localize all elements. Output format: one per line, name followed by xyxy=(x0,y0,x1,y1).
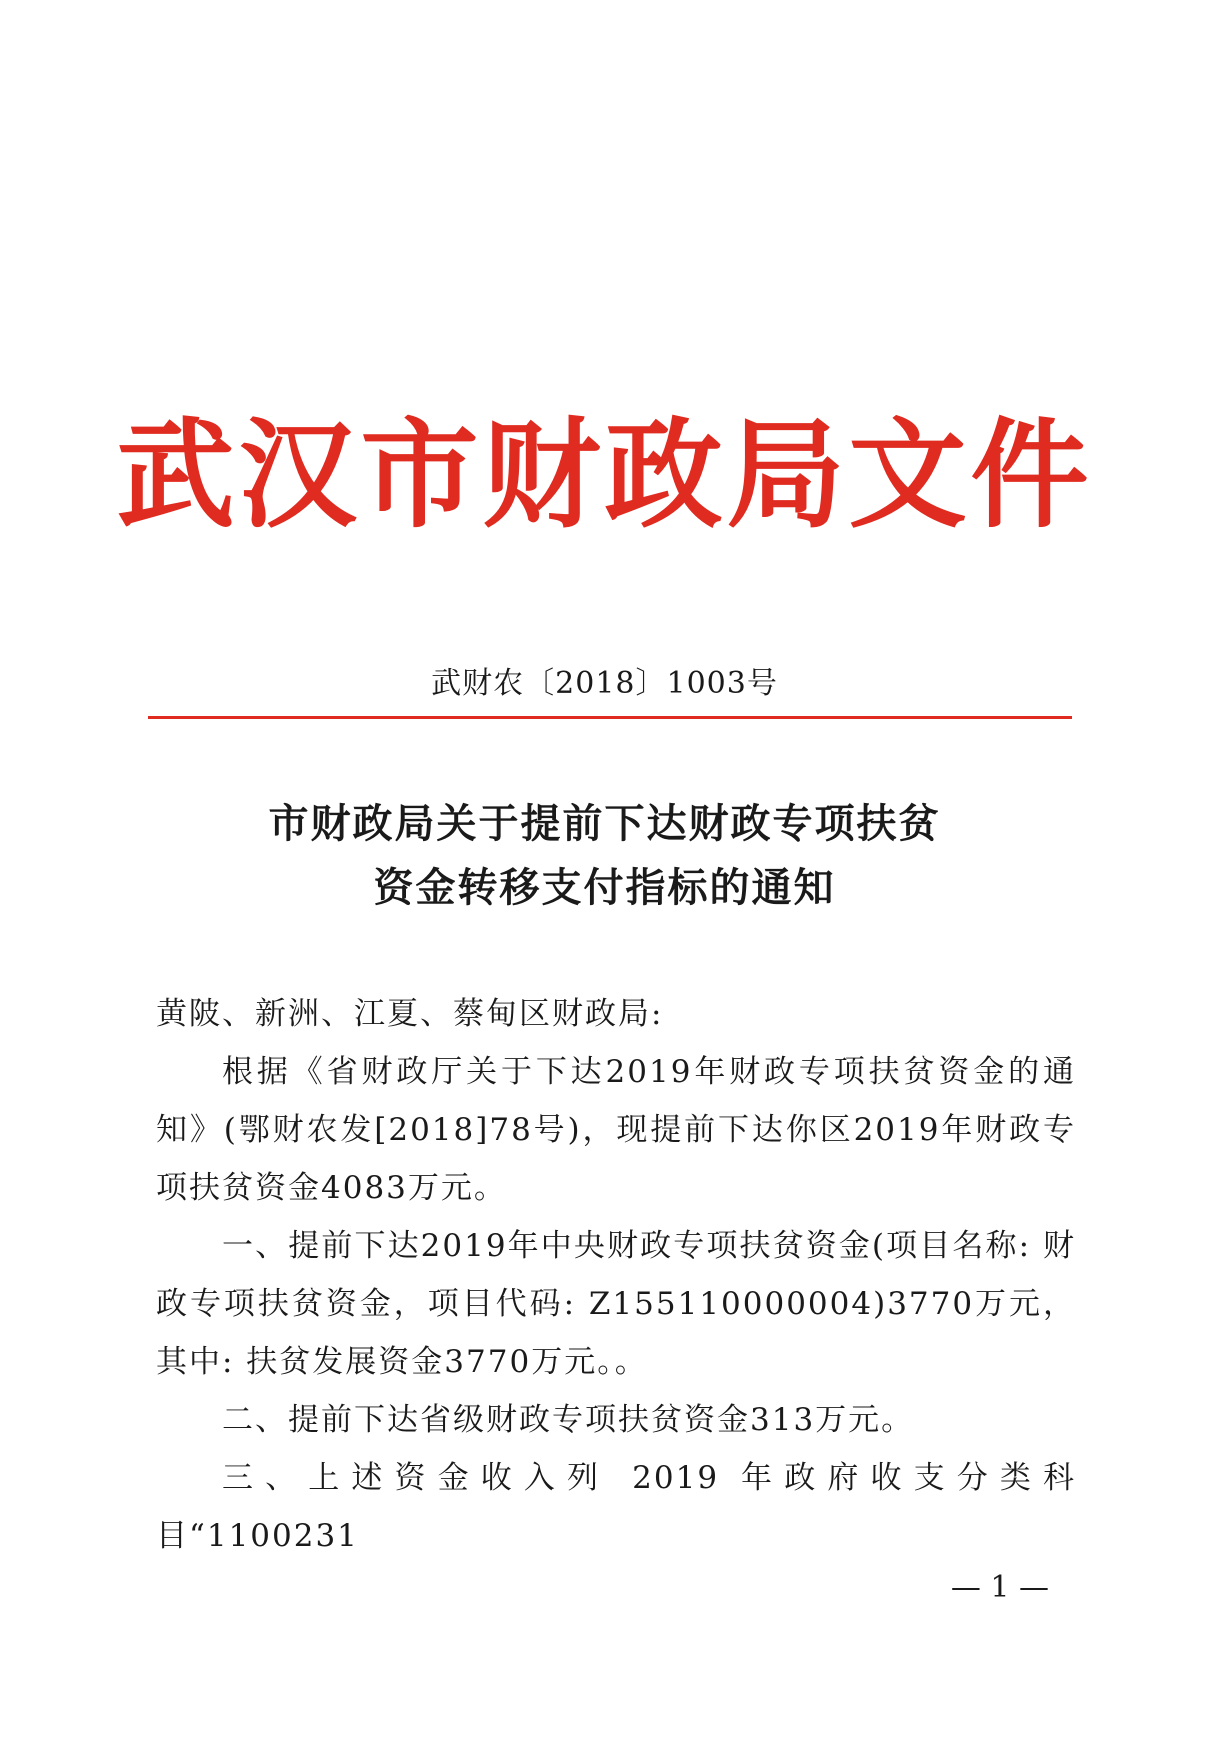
notice-body xyxy=(156,985,1076,1565)
agency-header-title: 武汉市财政局文件 xyxy=(116,406,1093,544)
page-number: — 1 — xyxy=(950,1570,1049,1605)
body-paragraph-item-3: 三、上述资金收入列 2019 年政府收支分类科目“1100231 xyxy=(156,1460,1076,1554)
notice-title xyxy=(0,792,1209,920)
body-paragraph-item-2: 二、提前下达省级财政专项扶贫资金313万元。 xyxy=(222,1402,915,1438)
body-paragraph-item-1: 一、提前下达2019年中央财政专项扶贫资金(项目名称: 财政专项扶贫资金，项目代码: Z155110000004)3770万元，其中: 扶贫发展资金3770万元。。 xyxy=(156,1228,1076,1380)
red-divider-line xyxy=(148,716,1072,719)
document-number: 武财农〔2018〕1003号 xyxy=(431,666,778,701)
salutation: 黄陂、新洲、江夏、蔡甸区财政局: xyxy=(156,996,664,1032)
body-paragraph-basis: 根据《省财政厅关于下达2019年财政专项扶贫资金的通知》(鄂财农发[2018]78号)，现提前下达你区2019年财政专项扶贫资金4083万元。 xyxy=(156,1054,1076,1206)
notice-title-line-1: 市财政局关于提前下达财政专项扶贫 xyxy=(268,801,941,847)
notice-title-line-2: 资金转移支付指标的通知 xyxy=(373,865,836,911)
